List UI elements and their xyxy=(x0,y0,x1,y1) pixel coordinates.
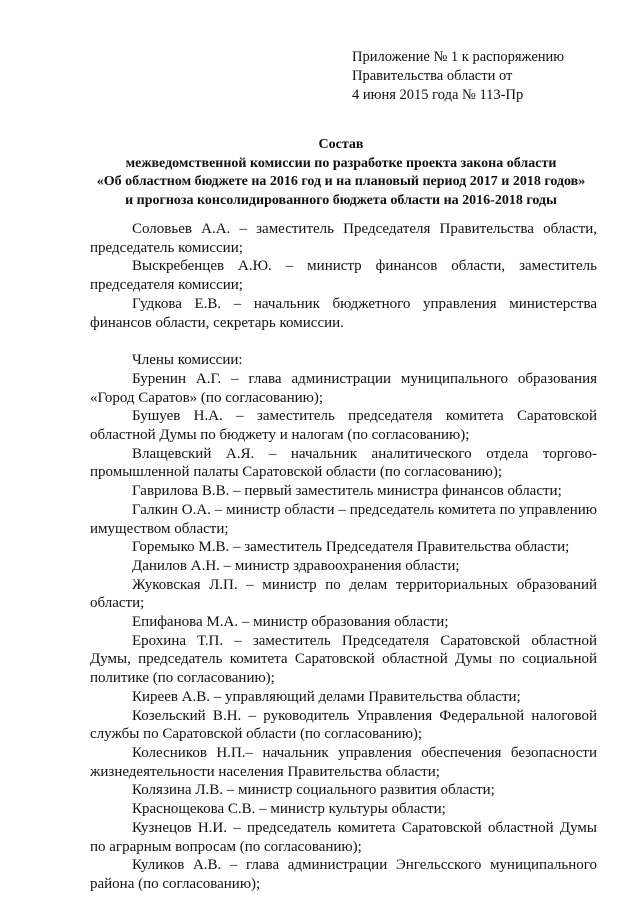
title-line-2: межведомственной комиссии по разработке проекта закона области xyxy=(125,155,557,171)
member-entry: Данилов А.Н. – министр здравоохранения области; xyxy=(132,557,460,574)
appendix-line-2: Правительства области от xyxy=(352,68,513,84)
leadership-entry: Выскребенцев А.Ю. – министр финансов области, заместитель председателя комиссии; xyxy=(90,258,597,294)
section-spacer xyxy=(90,332,597,351)
member-entry: Влащевский А.Я. – начальник аналитического отдела торгово-промышленной палаты Саратовской области (по согласованию); xyxy=(90,445,597,481)
member-entry: Епифанова М.А. – министр образования области; xyxy=(132,614,449,631)
member-entry: Ерохина Т.П. – заместитель Председателя Саратовской областной Думы, председатель комитета Саратовской областной Думы по социальной политике (по согласованию); xyxy=(90,632,597,687)
member-entry: Буренин А.Г. – глава администрации муниципального образования «Город Саратов» (по согласованию); xyxy=(90,370,597,406)
document-body xyxy=(90,220,597,894)
member-entry: Колесников Н.П.– начальник управления обеспечения безопасности жизнедеятельности населения Правительства области; xyxy=(90,744,597,780)
member-entry: Галкин О.А. – министр области – председатель комитета по управлению имуществом области; xyxy=(90,501,597,537)
members-label: Члены комиссии: xyxy=(132,352,243,369)
member-entry: Гаврилова В.В. – первый заместитель министра финансов области; xyxy=(132,483,562,500)
member-entry: Краснощекова С.В. – министр культуры области; xyxy=(132,801,446,818)
member-entry: Горемыко М.В. – заместитель Председателя Правительства области; xyxy=(132,539,570,556)
title-line-3: «Об областном бюджете на 2016 год и на плановый период 2017 и 2018 годов» xyxy=(96,174,586,189)
leadership-entry: Соловьев А.А. – заместитель Председателя Правительства области, председатель комиссии; xyxy=(90,221,597,256)
title-line-1: Состав xyxy=(318,137,364,152)
appendix-line-3: 4 июня 2015 года № 113-Пр xyxy=(352,87,524,103)
appendix-line-1: Приложение № 1 к распоряжению xyxy=(352,49,565,65)
title-line-4: и прогноза консолидированного бюджета области на 2016-2018 годы xyxy=(125,192,557,208)
document-title xyxy=(85,136,597,210)
member-entry: Козельский В.Н. – руководитель Управления Федеральной налоговой службы по Саратовской области (по согласованию); xyxy=(90,707,597,743)
member-entry: Кузнецов Н.И. – председатель комитета Саратовской областной Думы по аграрным вопросам (по согласованию); xyxy=(90,819,597,855)
leadership-entry: Гудкова Е.В. – начальник бюджетного управления министерства финансов области, секретарь комиссии. xyxy=(90,295,597,331)
appendix-header xyxy=(352,48,564,105)
member-entry: Колязина Л.В. – министр социального развития области; xyxy=(132,782,495,799)
member-entry: Бушуев Н.А. – заместитель председателя комитета Саратовской областной Думы по бюджету и налогам (по согласованию); xyxy=(90,408,597,444)
member-entry: Куликов А.В. – глава администрации Энгельсского муниципального района (по согласованию); xyxy=(90,857,597,892)
member-entry: Жуковская Л.П. – министр по делам территориальных образований области; xyxy=(90,576,597,612)
member-entry: Киреев А.В. – управляющий делами Правительства области; xyxy=(132,688,521,705)
